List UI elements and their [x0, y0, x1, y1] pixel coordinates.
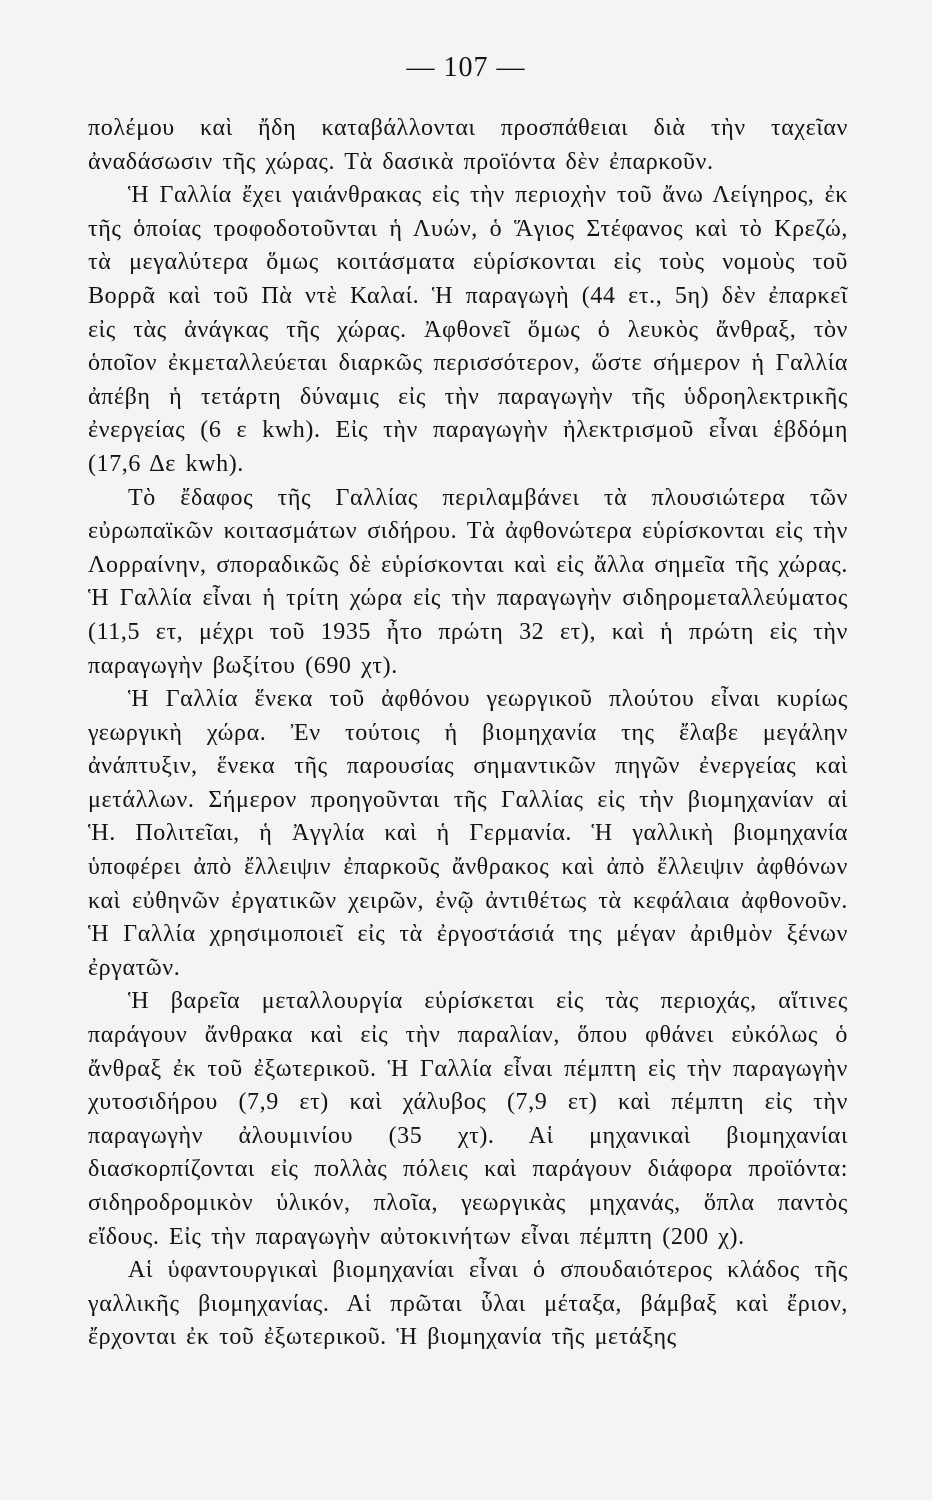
- paragraph-industry: Ἡ Γαλλία ἕνεκα τοῦ ἀφθόνου γεωργικοῦ πλούτου εἶναι κυρίως γεωργικὴ χώρα. Ἐν τούτοις ἡ βιομηχανία της ἔλαβε μεγάλην ἀνάπτυξιν, ἕνεκα τῆς παρουσίας σημαντικῶν πηγῶν ἐνεργείας καὶ μετάλλων. Σήμερον προηγοῦνται τῆς Γαλλίας εἰς τὴν βιομηχανίαν αἱ Ἡ. Πολιτεῖαι, ἡ Ἀγγλία καὶ ἡ Γερμανία. Ἡ γαλλικὴ βιομηχανία ὑποφέρει ἀπὸ ἔλλειψιν ἐπαρκοῦς ἄνθρακος καὶ ἀπὸ ἔλλειψιν ἀφθόνων καὶ εὐθηνῶν ἐργατικῶν χειρῶν, ἐνῷ ἀντιθέτως τὰ κεφάλαια ἀφθονοῦν. Ἡ Γαλλία χρησιμοποιεῖ εἰς τὰ ἐργοστάσιά της μέγαν ἀριθμὸν ξένων ἐργατῶν.: [88, 686, 848, 981]
- paragraph-textiles: Αἱ ὑφαντουργικαὶ βιομηχανίαι εἶναι ὁ σπουδαιότερος κλάδος τῆς γαλλικῆς βιομηχανίας. Αἱ πρῶται ὗλαι μέταξα, βάμβαξ καὶ ἔριον, ἔρχονται ἐκ τοῦ ἐξωτερικοῦ. Ἡ βιομηχανία τῆς μετάξης: [88, 1257, 848, 1351]
- body-text: [88, 112, 848, 1355]
- paragraph-metallurgy: Ἡ βαρεῖα μεταλλουργία εὑρίσκεται εἰς τὰς περιοχάς, αἵτινες παράγουν ἄνθρακα καὶ εἰς τὴν παραλίαν, ὅπου φθάνει εὐκόλως ὁ ἄνθραξ ἐκ τοῦ ἐξωτερικοῦ. Ἡ Γαλλία εἶναι πέμπτη εἰς τὴν παραγωγὴν χυτοσιδήρου (7,9 ετ) καὶ χάλυβος (7,9 ετ) καὶ πέμπτη εἰς τὴν παραγωγὴν ἀλουμινίου (35 χτ). Αἱ μηχανικαὶ βιομηχανίαι διασκορπίζονται εἰς πολλὰς πόλεις καὶ παράγουν διάφορα προϊόντα: σιδηροδρομικὸν ὑλικόν, πλοῖα, γεωργικὰς μηχανάς, ὅπλα παντὸς εἴδους. Εἰς τὴν παραγωγὴν αὐτοκινήτων εἶναι πέμπτη (200 χ).: [88, 988, 848, 1250]
- paragraph-continuation: πολέμου καὶ ἤδη καταβάλλονται προσπάθειαι διὰ τὴν ταχεῖαν ἀναδάσωσιν τῆς χώρας. Τὰ δασικὰ προϊόντα δὲν ἐπαρκοῦν.: [88, 115, 848, 175]
- paragraph-iron-ore: Τὸ ἔδαφος τῆς Γαλλίας περιλαμβάνει τὰ πλουσιώτερα τῶν εὐρωπαϊκῶν κοιτασμάτων σιδήρου. Τὰ ἀφθονώτερα εὑρίσκονται εἰς τὴν Λορραίνην, σποραδικῶς δὲ εὑρίσκονται καὶ εἰς ἄλλα σημεῖα τῆς χώρας. Ἡ Γαλλία εἶναι ἡ τρίτη χώρα εἰς τὴν παραγωγὴν σιδηρομεταλλεύματος (11,5 ετ, μέχρι τοῦ 1935 ἦτο πρώτη 32 ετ), καὶ ἡ πρώτη εἰς τὴν παραγωγὴν βωξίτου (690 χτ).: [88, 484, 848, 679]
- paragraph-coal-energy: Ἡ Γαλλία ἔχει γαιάνθρακας εἰς τὴν περιοχὴν τοῦ ἄνω Λείγηρος, ἐκ τῆς ὁποίας τροφοδοτοῦνται ἡ Λυών, ὁ Ἅγιος Στέφανος καὶ τὸ Κρεζώ, τὰ μεγαλύτερα ὅμως κοιτάσματα εὑρίσκονται εἰς τοὺς νομοὺς τοῦ Βορρᾶ καὶ τοῦ Πὰ ντὲ Καλαί. Ἡ παραγωγὴ (44 ετ., 5η) δὲν ἐπαρκεῖ εἰς τὰς ἀνάγκας τῆς χώρας. Ἀφθονεῖ ὅμως ὁ λευκὸς ἄνθραξ, τὸν ὁποῖον ἐκμεταλλεύεται διαρκῶς περισσότερον, ὥστε σήμερον ἡ Γαλλία ἀπέβη ἡ τετάρτη δύναμις εἰς τὴν παραγωγὴν τῆς ὑδροηλεκτρικῆς ἐνεργείας (6 ε kwh). Εἰς τὴν παραγωγὴν ἠλεκτρισμοῦ εἶναι ἑβδόμη (17,6 Δε kwh).: [88, 182, 848, 477]
- page-number: — 107 —: [406, 52, 526, 83]
